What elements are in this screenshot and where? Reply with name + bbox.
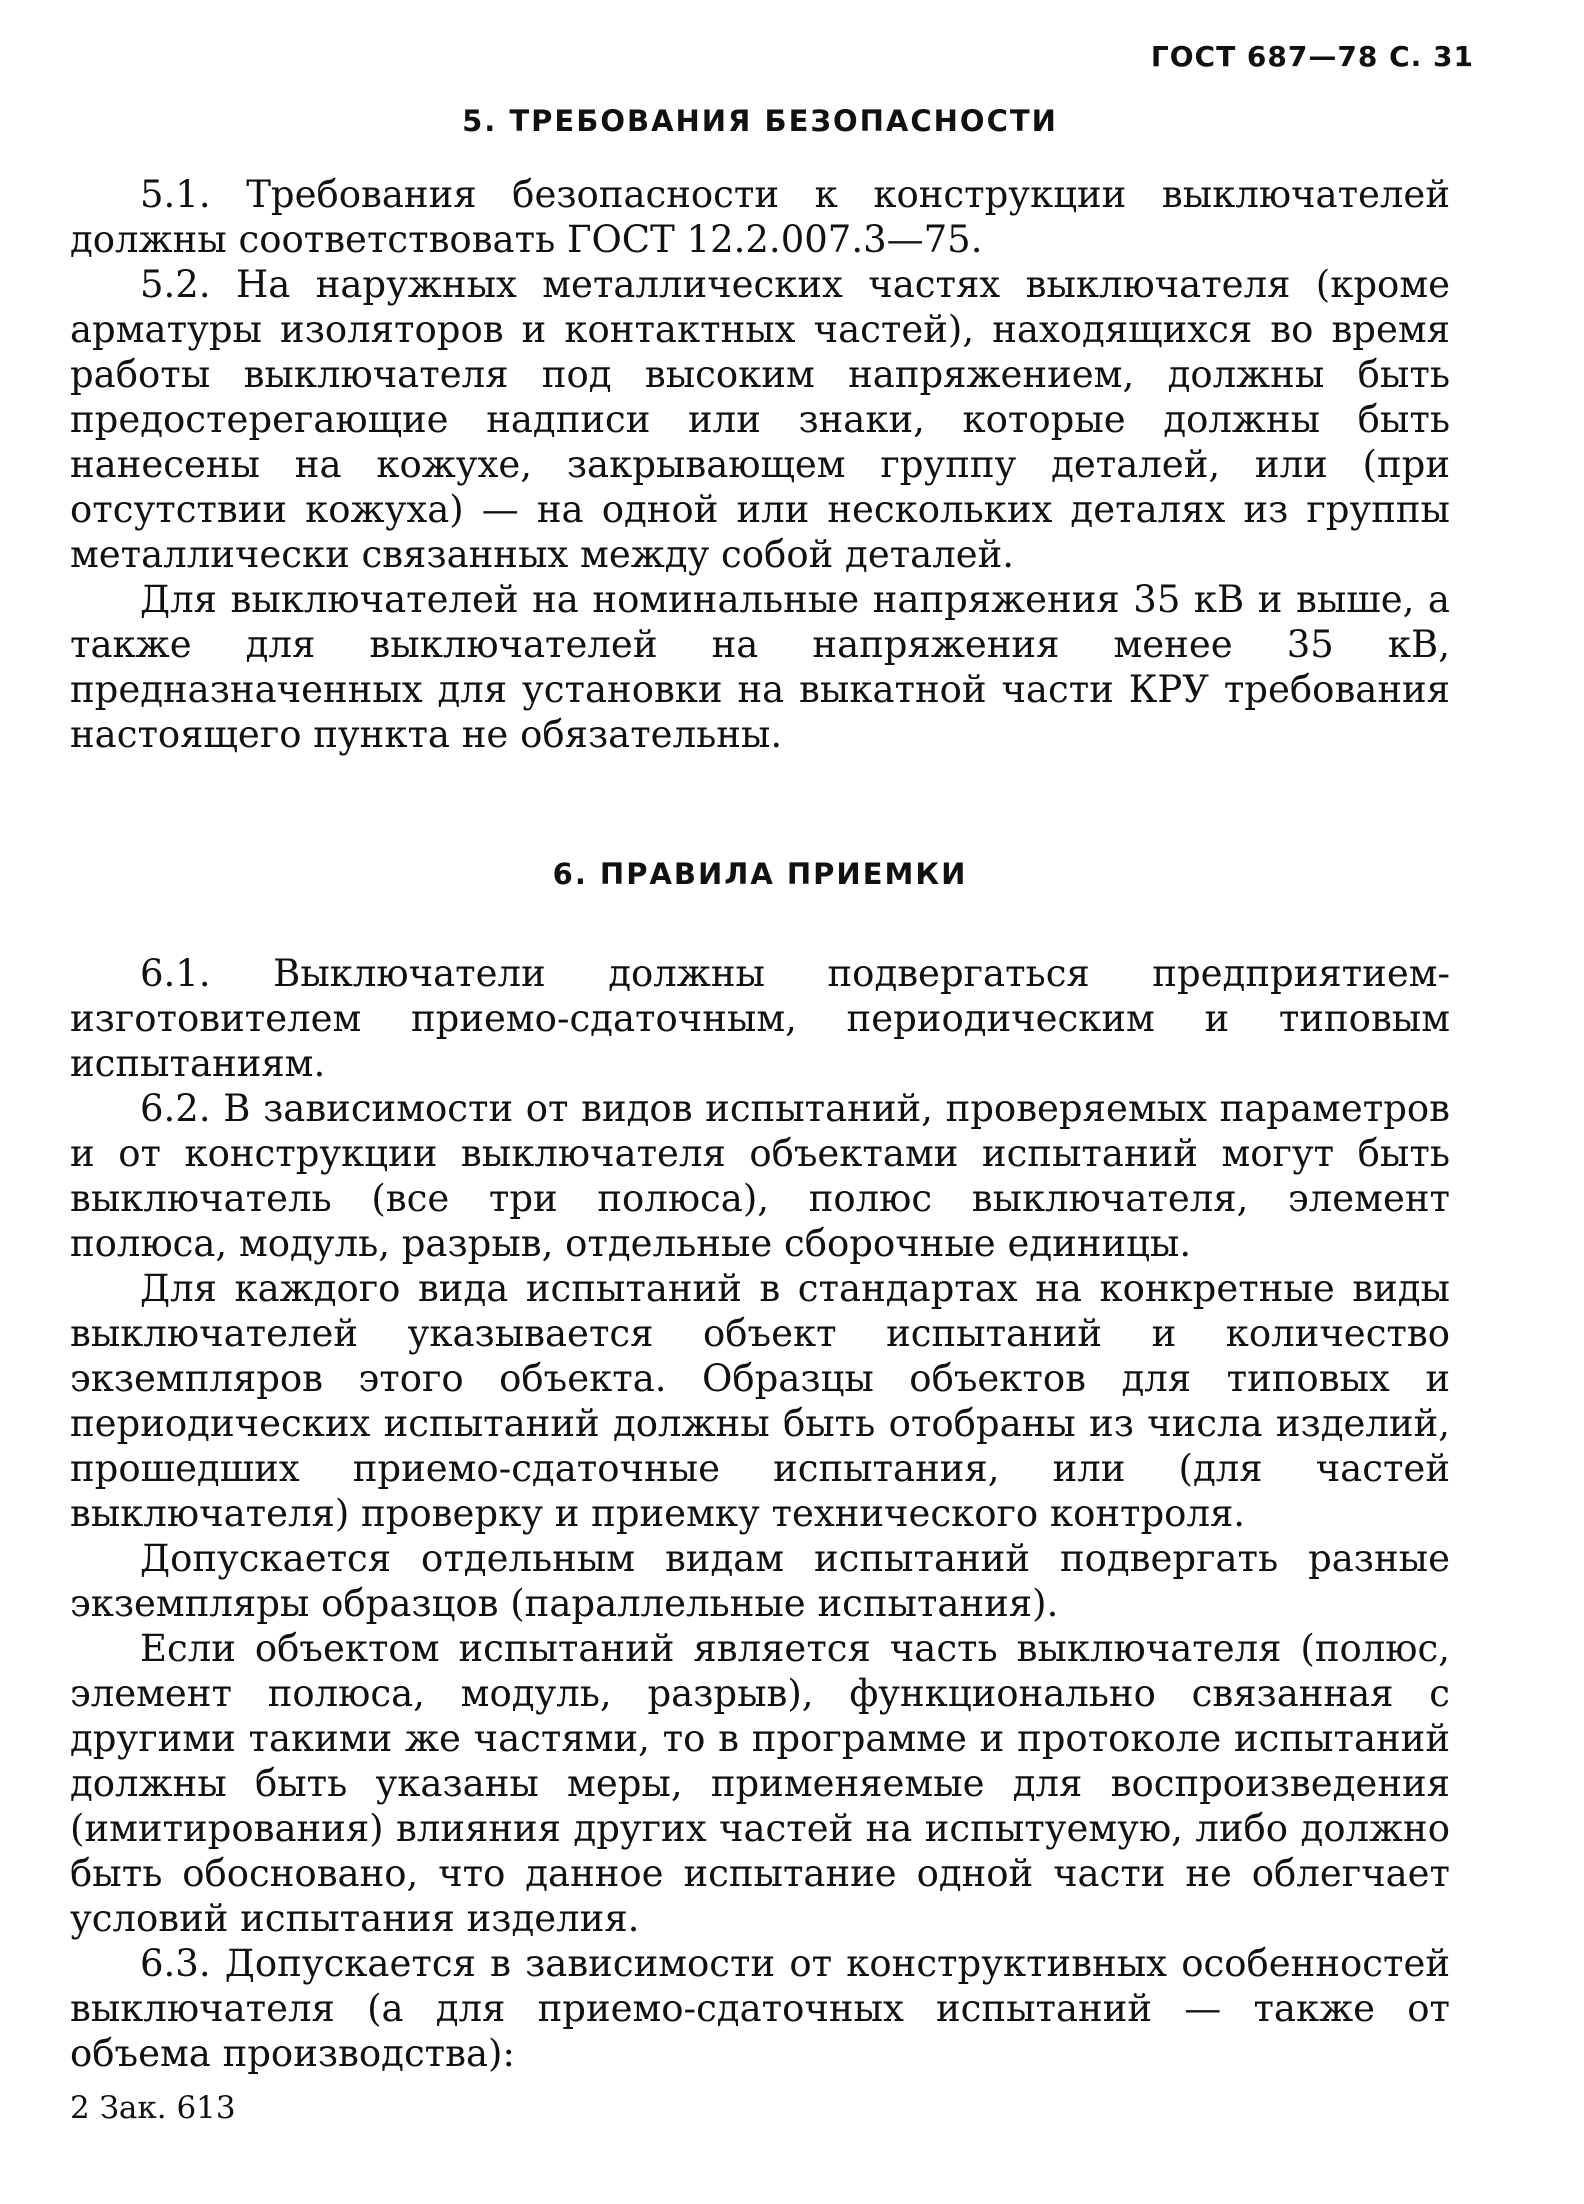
paragraph: Допускается отдельным видам испытаний подвергать разные экземпляры образцов (параллельные испытания). bbox=[70, 1537, 1450, 1625]
paragraph: Для каждого вида испытаний в стандартах на конкретные виды выключателей указывается объект испытаний и количество экземпляров этого объекта. Образцы объектов для типовых и периодических испытаний должны быть отобраны из числа изделий, прошедших приемо-сдаточные испытания, или (для частей выключателя) проверку и приемку технического контроля. bbox=[70, 1267, 1450, 1535]
section-acceptance-rules bbox=[70, 857, 1450, 2076]
order-mark: 2 Зак. 613 bbox=[70, 2090, 236, 2126]
document-page bbox=[70, 90, 1450, 2076]
running-header bbox=[1151, 40, 1474, 90]
section-safety-requirements bbox=[70, 104, 1450, 757]
paragraph: 5.2. На наружных металлических частях выключателя (кроме арматуры изоляторов и контактных частей), находящихся во время работы выключателя под высоким напряжением, должны быть предостерегающие надписи или знаки, которые должны быть нанесены на кожухе, закрывающем группу деталей, или (при отсутствии кожуха) — на одной или нескольких деталях из группы металлически связанных между собой деталей. bbox=[70, 263, 1450, 576]
page-header-title: ГОСТ 687—78 С. 31 bbox=[1150, 40, 1474, 73]
paragraph: 6.1. Выключатели должны подвергаться предприятием-изготовителем приемо-сдаточным, периодическим и типовым испытаниям. bbox=[70, 952, 1450, 1085]
paragraph: 5.1. Требования безопасности к конструкции выключателей должны соответствовать ГОСТ 12.2.007.3—75. bbox=[70, 173, 1450, 261]
paragraph: Для выключателей на номинальные напряжения 35 кВ и выше, а также для выключателей на напряжения менее 35 кВ, предназначенных для установки на выкатной части КРУ требования настоящего пункта не обязательны. bbox=[70, 578, 1450, 756]
paragraph: 6.2. В зависимости от видов испытаний, проверяемых параметров и от конструкции выключателя объектами испытаний могут быть выключатель (все три полюса), полюс выключателя, элемент полюса, модуль, разрыв, отдельные сборочные единицы. bbox=[70, 1087, 1450, 1265]
paragraph: Если объектом испытаний является часть выключателя (полюс, элемент полюса, модуль, разрыв), функционально связанная с другими такими же частями, то в программе и протоколе испытаний должны быть указаны меры, применяемые для воспроизведения (имитирования) влияния других частей на испытуемую, либо должно быть обосновано, что данное испытание одной части не облегчает условий испытания изделия. bbox=[70, 1627, 1450, 1940]
paragraph: 6.3. Допускается в зависимости от конструктивных особенностей выключателя (а для приемо-сдаточных испытаний — также от объема производства): bbox=[70, 1942, 1450, 2075]
page-footer bbox=[70, 2090, 236, 2126]
section-heading: 5. ТРЕБОВАНИЯ БЕЗОПАСНОСТИ bbox=[462, 104, 1058, 138]
section-heading: 6. ПРАВИЛА ПРИЕМКИ bbox=[552, 857, 968, 891]
